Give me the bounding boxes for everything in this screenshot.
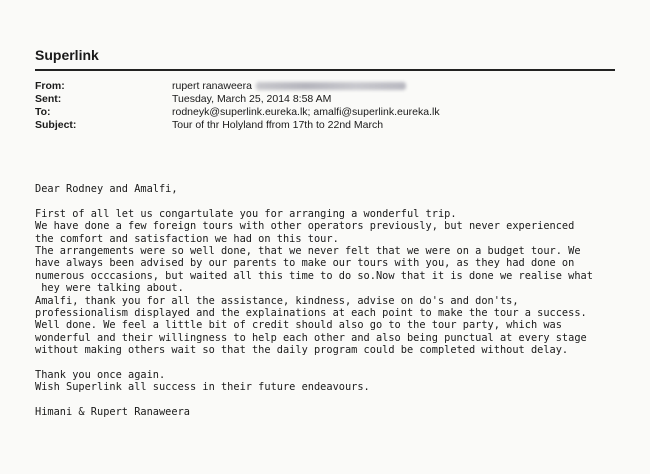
body-line: Amalfi, thank you for all the assistance, kindness, advise on do's and don'ts,: [35, 294, 519, 307]
body-line: the comfort and satisfaction we had on this tour.: [35, 232, 339, 245]
header-divider: [35, 69, 615, 71]
body-line: The arrangements were so well done, that we never felt that we were on a budget tour. We: [35, 245, 581, 258]
email-header: [35, 80, 440, 132]
body-line: without making others wait so that the daily program could be completed without delay.: [35, 344, 569, 357]
sent-value: Tuesday, March 25, 2014 8:58 AM: [172, 93, 332, 105]
from-value: rupert ranaweera: [172, 80, 252, 92]
sent-row: [35, 93, 440, 106]
greeting: Dear Rodney and Amalfi,: [35, 183, 178, 195]
subject-label: Subject:: [35, 119, 77, 131]
to-value: rodneyk@superlink.eureka.lk; amalfi@superlink.eureka.lk: [172, 106, 440, 118]
to-label: To:: [35, 106, 51, 118]
subject-value: Tour of thr Holyland ffrom 17th to 22nd March: [172, 119, 384, 131]
closing-line: Wish Superlink all success in their future endeavours.: [35, 381, 370, 394]
company-name: Superlink: [35, 47, 99, 63]
to-row: [35, 106, 440, 119]
signature: Himani & Rupert Ranaweera: [35, 406, 190, 419]
body-line: professionalism displayed and the explainations at each point to make the tour a success.: [35, 307, 587, 320]
body-line: have always been advised by our parents to make our tours with you, as they had done on: [35, 257, 575, 270]
body-line: wonderful and their willingness to help each other and also being punctual at every stage: [35, 331, 587, 344]
letter-body: [35, 183, 635, 419]
body-line: We have done a few foreign tours with other operators previously, but never experienced: [35, 220, 575, 233]
sent-label: Sent:: [35, 93, 62, 105]
body-line: First of all let us congartulate you for arranging a wonderful trip.: [35, 207, 457, 220]
body-line: numerous occcasions, but waited all this time to do so.Now that it is done we realise what: [35, 269, 593, 282]
from-row: [35, 80, 440, 93]
subject-row: [35, 119, 440, 132]
redacted-email: [256, 82, 406, 90]
closing-line: Thank you once again.: [35, 369, 166, 382]
body-line: Well done. We feel a little bit of credit should also go to the tour party, which was: [35, 319, 562, 332]
body-line: hey were talking about.: [35, 282, 184, 295]
from-label: From:: [35, 80, 65, 92]
